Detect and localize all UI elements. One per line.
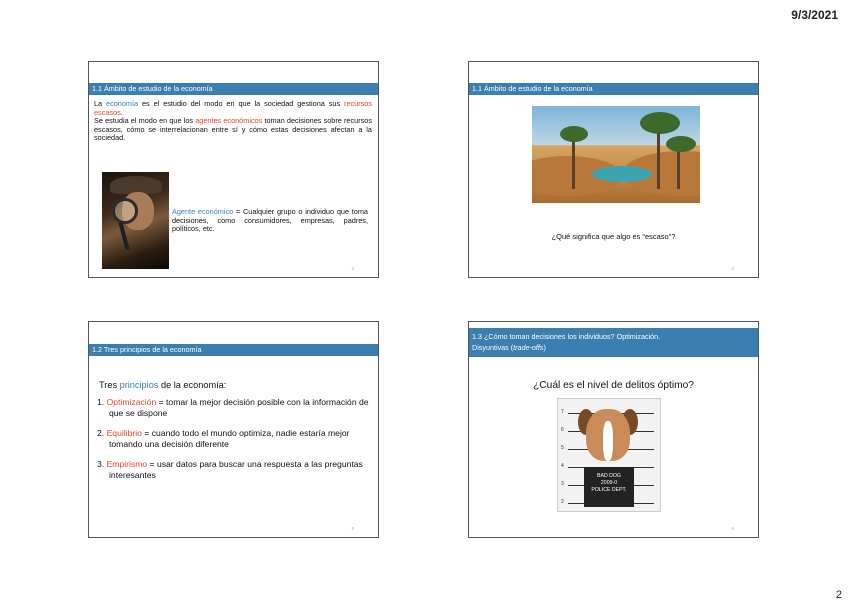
list-item: 3. Empirismo = usar datos para buscar una respuesta a las preguntas interesantes [97,459,363,480]
slide-thumbnail-3 [88,321,379,538]
slide-title: 1.3 ¿Cómo toman decisiones los individuos? Optimización. Disyuntivas (trade-offs) [469,328,758,357]
slide-number: 6 [731,526,734,531]
slide-question: ¿Qué significa que algo es “escaso”? [551,232,676,241]
scale-mark: 5 [561,445,564,451]
list-item: 2. Equilibrio = cuando todo el mundo optimiza, nadie estaría mejor tomando una decisión diferente [97,428,350,449]
slide-thumbnail-1 [88,61,379,278]
slide-body-text: La economía es el estudio del modo en que la sociedad gestiona sus recursos escasos. Se estudia el modo en que los agentes económicos toman decisiones sobre recursos escasos, cómo se interrelacionan entre sí y cómo estas decisiones afectan a la sociedad. [94,99,372,143]
highlight-economia: economía [106,99,139,108]
slide-title: 1.1 Ámbito de estudio de la economía [469,83,758,95]
highlight-agentes: agentes económicos [195,116,263,126]
list-item: 1. Optimización = tomar la mejor decisión posible con la información de que se dispone [97,397,369,418]
detective-magnifier-photo [102,172,169,269]
scale-mark: 3 [561,481,564,487]
header-date: 9/3/2021 [791,8,838,22]
agent-definition: Agente económico = Cualquier grupo o individuo que toma decisiones, como consumidores, empresas, padres, políticos, etc. [172,207,368,234]
slide-title: 1.1 Ámbito de estudio de la economía [89,83,378,95]
principles-intro: Tres principios de la economía: [99,380,227,390]
scale-mark: 4 [561,463,564,469]
slide-thumbnail-2 [468,61,759,278]
scale-mark: 6 [561,427,564,433]
scale-mark: 2 [561,499,564,505]
highlight-recursos: recursos escasos [94,99,372,117]
dog-mugshot-photo [557,398,661,512]
slide-thumbnail-4 [468,321,759,538]
slide-number: 4 [731,266,734,271]
slide-title: 1.2 Tres principios de la economía [89,344,378,356]
mugshot-board: BAD DOG 2009-0 POLICE DEPT. [584,467,634,507]
page-number: 2 [835,589,842,601]
slide-question: ¿Cuál es el nivel de delitos óptimo? [533,380,694,391]
slide-number: 5 [351,526,354,531]
slide-number: 3 [351,266,354,271]
desert-oasis-photo [532,106,700,203]
scale-mark: 7 [561,409,564,415]
principles-list [97,397,370,490]
